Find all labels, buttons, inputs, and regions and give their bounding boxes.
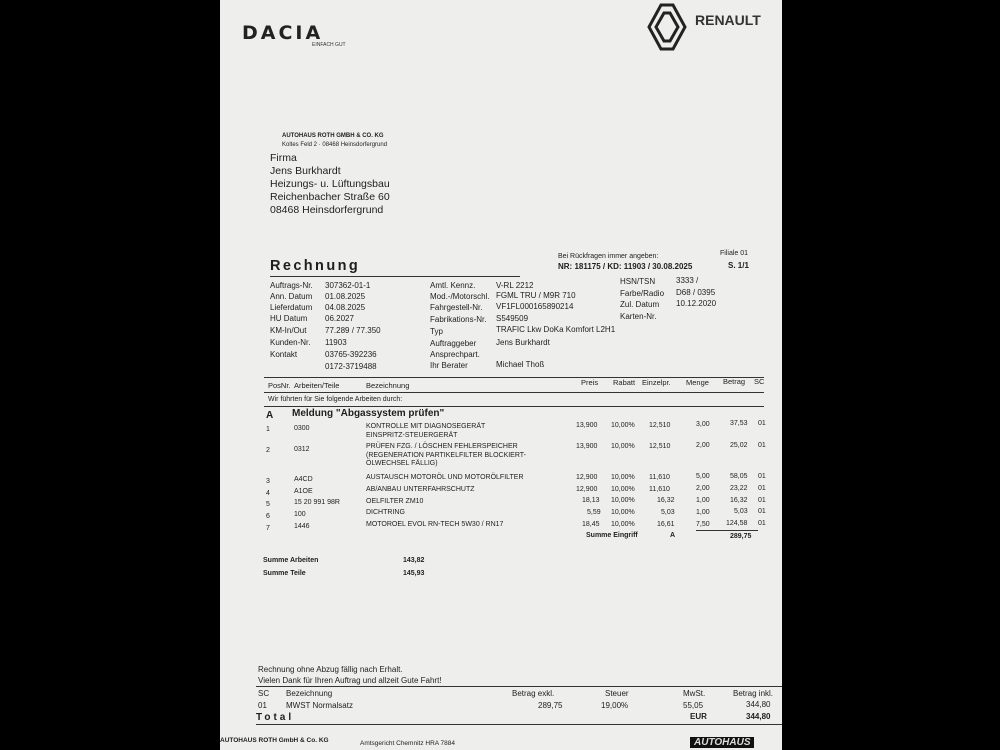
info-value: Michael Thoß (496, 360, 545, 369)
col-qty: Menge (686, 378, 709, 387)
title-rule (270, 276, 520, 277)
info-value: FGML TRU / M9R 710 (496, 291, 576, 300)
tax-col-vat: MwSt. (683, 689, 706, 698)
col-unit: Einzelpr. (642, 378, 671, 387)
row-sc: 01 (758, 520, 766, 527)
row-price: 18,45 (582, 521, 600, 528)
info-value: 77.289 / 77.350 (325, 326, 381, 335)
row-qty: 5,00 (696, 473, 710, 480)
row-pos: 5 (266, 501, 270, 508)
sum-parts-value: 145,93 (403, 570, 425, 577)
row-qty: 1,00 (696, 509, 710, 516)
row-pos: 4 (266, 490, 270, 497)
dacia-tagline: EINFACH GUT (312, 42, 346, 48)
info-label: Ansprechpart. (430, 350, 480, 359)
row-amount: 58,05 (730, 473, 748, 480)
info-value: 01.08.2025 (325, 292, 366, 301)
row-pos: 7 (266, 525, 270, 532)
thanks-note: Vielen Dank für Ihren Auftrag und allzeit Gute Fahrt! (258, 676, 442, 685)
info-value: 03765-392236 (325, 350, 377, 359)
tax-desc: MWST Normalsatz (286, 701, 353, 710)
info-label: HU Datum (270, 314, 308, 323)
row-pos: 1 (266, 426, 270, 433)
row-desc: AUSTAUSCH MOTORÖL UND MOTORÖLFILTER (366, 474, 524, 481)
renault-logo-text: RENAULT (695, 12, 761, 28)
info-label: Zul. Datum (620, 300, 660, 309)
section-code: A (266, 410, 274, 421)
info-label: Farbe/Radio (620, 289, 665, 298)
document-title: Rechnung (270, 258, 361, 274)
row-code: A4CD (294, 476, 313, 483)
row-price: 13,900 (576, 443, 598, 450)
recipient-line: Jens Burkhardt (270, 165, 341, 177)
reference-number: NR: 181175 / KD: 11903 / 30.08.2025 (558, 262, 693, 271)
row-sc: 01 (758, 485, 766, 492)
info-label: Auftrags-Nr. (270, 281, 313, 290)
tax-top-rule (256, 686, 782, 687)
tax-col-desc: Bezeichnung (286, 689, 333, 698)
tax-col-rate: Steuer (605, 689, 629, 698)
total-currency: EUR (690, 712, 707, 721)
row-code: 0300 (294, 425, 310, 432)
row-sc: 01 (758, 473, 766, 480)
sender-address: Koltes Feld 2 · 08468 Heinsdorfergrund (282, 142, 388, 148)
info-value: 3333 / (676, 276, 699, 285)
tax-sc: 01 (258, 701, 267, 710)
payment-note: Rechnung ohne Abzug fällig nach Erhalt. (258, 665, 403, 674)
subtotal-rule (696, 530, 758, 531)
table-header-rule (264, 392, 764, 393)
branch: Filiale 01 (720, 250, 749, 257)
info-label: KM-In/Out (270, 326, 307, 335)
row-unit: 16,32 (657, 497, 675, 504)
subtotal-label: Summe Eingriff (586, 532, 638, 539)
row-discount: 10,00% (611, 443, 635, 450)
total-amount: 344,80 (746, 712, 771, 721)
row-pos: 3 (266, 478, 270, 485)
row-unit: 5,03 (661, 509, 675, 516)
section-title: Meldung "Abgassystem prüfen" (292, 408, 445, 419)
info-value: Jens Burkhardt (496, 338, 550, 347)
row-amount: 37,53 (730, 420, 748, 427)
row-desc: MOTOROEL EVOL RN-TECH 5W30 / RN17 (366, 521, 504, 528)
tax-gross: 344,80 (746, 700, 771, 709)
info-value: VF1FL000165890214 (496, 302, 574, 311)
row-discount: 10,00% (611, 474, 635, 481)
row-amount: 124,58 (726, 520, 748, 527)
footer-court: Amtsgericht Chemnitz HRA 7884 (360, 740, 456, 747)
info-value: 04.08.2025 (325, 303, 366, 312)
info-label: Auftraggeber (430, 339, 477, 348)
row-desc: AB/ANBAU UNTERFAHRSCHUTZ (366, 486, 475, 493)
info-label: Fabrikations-Nr. (430, 315, 487, 324)
info-label: Fahrgestell-Nr. (430, 303, 483, 312)
info-value: V-RL 2212 (496, 281, 534, 290)
row-qty: 1,00 (696, 497, 710, 504)
row-discount: 10,00% (611, 422, 635, 429)
col-sc: SC (754, 377, 765, 386)
info-label: Ihr Berater (430, 361, 468, 370)
info-value: 06.2027 (325, 314, 354, 323)
row-sc: 01 (758, 420, 766, 427)
row-discount: 10,00% (611, 509, 635, 516)
table-intro: Wir führten für Sie folgende Arbeiten durch: (268, 396, 403, 403)
info-label: Kontakt (270, 350, 298, 359)
col-work: Arbeiten/Teile (294, 381, 340, 390)
info-label: Kunden-Nr. (270, 338, 311, 347)
info-label: Amtl. Kennz. (430, 281, 476, 290)
footer-company: AUTOHAUS ROTH GmbH & Co. KG (220, 737, 329, 744)
info-label: HSN/TSN (620, 277, 656, 286)
info-label: Typ (430, 327, 443, 336)
row-unit: 11,610 (649, 486, 670, 493)
sum-parts-label: Summe Teile (263, 570, 306, 577)
row-price: 12,900 (576, 486, 598, 493)
row-code: 1446 (294, 523, 310, 530)
info-value: 10.12.2020 (676, 299, 717, 308)
row-discount: 10,00% (611, 486, 635, 493)
row-unit: 12,510 (649, 443, 671, 450)
dacia-logo: DACIA (242, 22, 324, 44)
row-code: 100 (294, 511, 306, 518)
recipient-line: Reichenbacher Straße 60 (270, 191, 390, 203)
col-amount: Betrag (723, 377, 746, 386)
info-value: D68 / 0395 (676, 288, 716, 297)
recipient-line: Firma (270, 152, 297, 164)
row-qty: 2,00 (696, 485, 710, 492)
row-sc: 01 (758, 497, 766, 504)
sum-work-label: Summe Arbeiten (263, 557, 319, 564)
tax-net: 289,75 (538, 701, 563, 710)
row-discount: 10,00% (611, 497, 635, 504)
row-desc: PRÜFEN FZG. / LÖSCHEN FEHLERSPEICHER (REGENERATION PARTIKELFILTER BLOCKIERT- ÖLWECHSEL FÄLLIG) (366, 443, 526, 467)
info-value: S549509 (496, 314, 529, 323)
row-price: 5,59 (587, 509, 601, 516)
row-code: 15 20 991 98R (294, 499, 340, 506)
row-unit: 11,610 (649, 474, 670, 481)
sum-work-value: 143,82 (403, 557, 425, 564)
col-discount: Rabatt (613, 378, 636, 387)
row-amount: 25,02 (730, 442, 748, 449)
total-label: Total (256, 712, 295, 723)
renault-diamond-icon (647, 3, 687, 51)
row-desc: OELFILTER ZM10 (366, 498, 424, 505)
recipient-line: Heizungs- u. Lüftungsbau (270, 178, 390, 190)
row-qty: 2,00 (696, 442, 710, 449)
row-sc: 01 (758, 442, 766, 449)
info-value: 0172-3719488 (325, 362, 377, 371)
tax-bottom-rule (256, 724, 782, 725)
row-amount: 23,22 (730, 485, 748, 492)
row-qty: 3,00 (696, 421, 710, 428)
intro-rule (264, 406, 764, 407)
subtotal-value: 289,75 (730, 533, 752, 540)
info-value: 11903 (325, 338, 347, 347)
row-qty: 7,50 (696, 521, 710, 528)
row-amount: 16,32 (730, 497, 748, 504)
col-pos: PosNr. (268, 381, 291, 390)
row-desc: KONTROLLE MIT DIAGNOSEGERÄT EINSPRITZ-STEUERGERÄT (366, 423, 486, 439)
info-value: 307362-01-1 (325, 281, 371, 290)
col-desc: Bezeichnung (366, 381, 410, 390)
tax-col-net: Betrag exkl. (512, 689, 555, 698)
row-code: A1OE (294, 488, 313, 495)
row-unit: 12,510 (649, 422, 671, 429)
row-price: 18,13 (582, 497, 600, 504)
info-label: Karten-Nr. (620, 312, 657, 321)
row-amount: 5,03 (734, 508, 748, 515)
row-sc: 01 (758, 508, 766, 515)
row-price: 13,900 (576, 422, 598, 429)
tax-vat: 55,05 (683, 701, 704, 710)
row-code: 0312 (294, 446, 310, 453)
page-number: S. 1/1 (728, 261, 749, 270)
row-discount: 10,00% (611, 521, 635, 528)
row-price: 12,900 (576, 474, 598, 481)
tax-col-sc: SC (258, 689, 270, 698)
col-price: Preis (581, 378, 599, 387)
info-label: Ann. Datum (270, 292, 313, 301)
info-value: TRAFIC Lkw DoKa Komfort L2H1 (496, 325, 616, 334)
row-pos: 2 (266, 447, 270, 454)
info-label: Lieferdatum (270, 303, 313, 312)
row-unit: 16,61 (657, 521, 675, 528)
row-desc: DICHTRING (366, 509, 405, 516)
reference-note: Bei Rückfragen immer angeben: (558, 253, 659, 260)
footer-stamp: AUTOHAUS (690, 737, 754, 748)
invoice-page (220, 0, 782, 750)
tax-rate: 19,00% (601, 701, 629, 710)
subtotal-code: A (670, 532, 676, 539)
row-pos: 6 (266, 513, 270, 520)
tax-col-gross: Betrag inkl. (733, 689, 774, 698)
recipient-line: 08468 Heinsdorfergrund (270, 204, 384, 216)
info-label: Mod.-/Motorschl. (430, 292, 490, 301)
sender-name: AUTOHAUS ROTH GMBH & CO. KG (282, 133, 384, 139)
